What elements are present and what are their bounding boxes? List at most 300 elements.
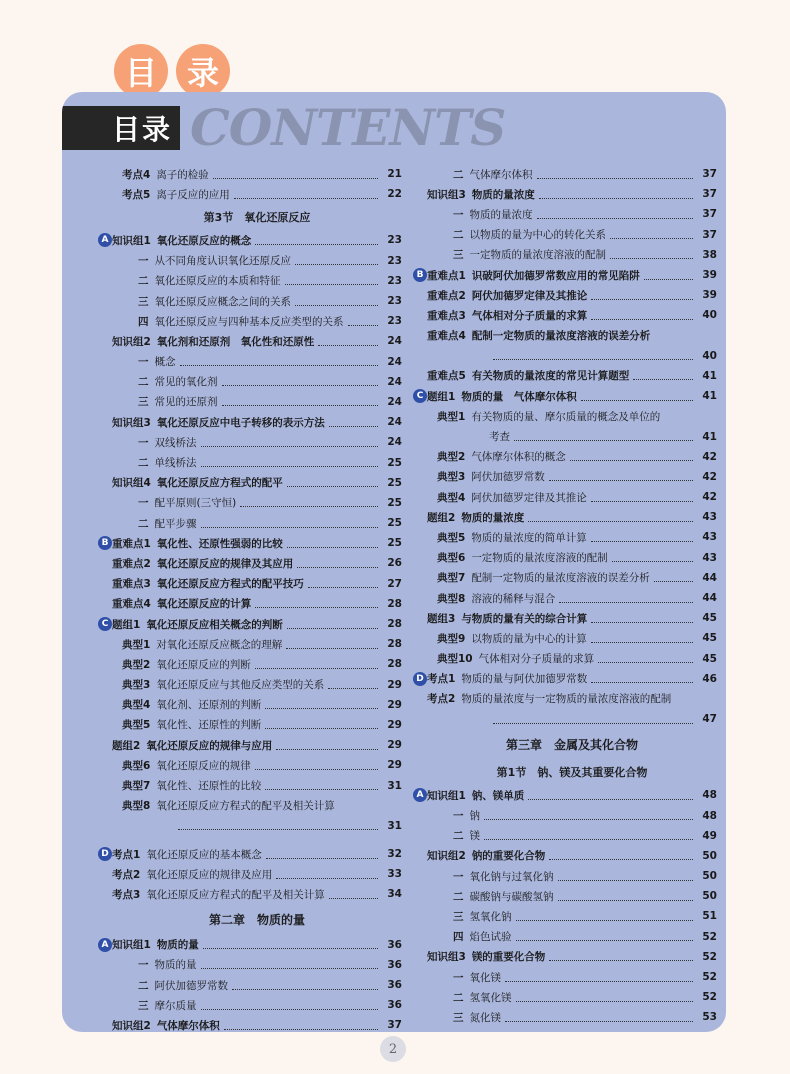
page-ref: 41 bbox=[702, 430, 717, 443]
toc-entry[interactable] bbox=[112, 1015, 402, 1032]
toc-entry[interactable] bbox=[427, 689, 717, 709]
toc-entry[interactable] bbox=[112, 755, 402, 775]
toc-entry[interactable] bbox=[427, 608, 717, 628]
entry-label: 典型8 bbox=[437, 592, 466, 605]
entry-text: 氧化镁 bbox=[469, 971, 501, 984]
page-ref: 29 bbox=[387, 678, 402, 691]
page-ref: 24 bbox=[387, 436, 402, 449]
page-ref: 43 bbox=[702, 551, 717, 564]
entry-text: 钠的重要化合物 bbox=[471, 850, 546, 863]
toc-entry[interactable] bbox=[101, 614, 402, 634]
dot-leader bbox=[528, 791, 693, 800]
entry-label: 典型3 bbox=[122, 679, 151, 692]
dot-leader bbox=[286, 640, 378, 649]
toc-entry[interactable] bbox=[112, 574, 402, 594]
toc-entry[interactable] bbox=[101, 844, 402, 864]
dot-leader bbox=[539, 190, 693, 199]
entry-text: 镁的重要化合物 bbox=[471, 951, 546, 964]
page-ref: 29 bbox=[387, 759, 402, 772]
toc-entry[interactable] bbox=[427, 866, 717, 886]
marker-b-icon: B bbox=[98, 536, 112, 550]
dot-leader bbox=[558, 892, 694, 901]
entry-label: 考点5 bbox=[122, 188, 151, 201]
toc-entry[interactable] bbox=[427, 305, 717, 325]
toc-entry[interactable] bbox=[112, 271, 402, 291]
toc-entry[interactable] bbox=[112, 735, 402, 755]
toc-entry[interactable] bbox=[427, 967, 717, 987]
marker-d-icon: D bbox=[413, 672, 427, 686]
toc-entry[interactable] bbox=[427, 886, 717, 906]
entry-label: 二 bbox=[453, 830, 464, 843]
toc-entry[interactable] bbox=[416, 265, 717, 285]
entry-label: 典型4 bbox=[437, 491, 466, 504]
entry-label: 典型2 bbox=[122, 658, 151, 671]
dot-leader bbox=[266, 850, 378, 859]
page-ref: 24 bbox=[387, 395, 402, 408]
dot-leader bbox=[570, 452, 693, 461]
toc-entry[interactable] bbox=[427, 487, 717, 507]
dot-leader bbox=[255, 761, 378, 770]
entry-label: 典型5 bbox=[122, 719, 151, 732]
page-ref: 36 bbox=[387, 958, 402, 971]
page-ref: 43 bbox=[702, 511, 717, 524]
entry-label: 典型3 bbox=[437, 471, 466, 484]
page-ref: 38 bbox=[702, 248, 717, 261]
page-ref: 49 bbox=[702, 829, 717, 842]
dot-leader bbox=[591, 634, 693, 643]
page-ref: 43 bbox=[702, 531, 717, 544]
marker-b-icon: B bbox=[413, 268, 427, 282]
toc-entry[interactable] bbox=[101, 935, 402, 955]
entry-label: 二 bbox=[453, 890, 464, 903]
entry-text: 气体相对分子质量的求算 bbox=[478, 653, 595, 666]
entry-text: 氧化还原反应相关概念的判断 bbox=[146, 618, 283, 631]
toc-entry[interactable] bbox=[427, 548, 717, 568]
chapter-heading: 第二章 物质的量 bbox=[208, 913, 305, 928]
header-contents-word: CONTENTS bbox=[190, 98, 506, 157]
dot-leader bbox=[493, 715, 693, 724]
toc-entry[interactable] bbox=[427, 225, 717, 245]
dot-leader bbox=[201, 458, 379, 467]
toc-entry[interactable] bbox=[427, 467, 717, 487]
entry-label: 三 bbox=[138, 295, 149, 308]
entry-label: 知识组4 bbox=[112, 477, 151, 490]
entry-label: 题组1 bbox=[427, 390, 456, 403]
entry-text-continued: 考查 bbox=[489, 431, 510, 444]
dot-leader bbox=[348, 317, 379, 326]
page-ref: 28 bbox=[387, 658, 402, 671]
toc-entry[interactable] bbox=[112, 473, 402, 493]
toc-left-column bbox=[101, 164, 402, 1032]
entry-label: 重难点3 bbox=[112, 578, 151, 591]
dot-leader bbox=[493, 351, 693, 360]
entry-text: 阿伏加德罗常数 bbox=[471, 471, 545, 484]
toc-entry[interactable] bbox=[112, 352, 402, 372]
entry-text: 氧化还原反应的判断 bbox=[156, 658, 251, 671]
entry-text: 氧化钠与过氧化钠 bbox=[469, 870, 554, 883]
entry-label: 二 bbox=[138, 517, 149, 530]
page-ref: 37 bbox=[702, 168, 717, 181]
toc-entry[interactable] bbox=[427, 927, 717, 947]
entry-text: 与物质的量有关的综合计算 bbox=[461, 612, 588, 625]
page-ref: 40 bbox=[702, 349, 717, 362]
toc-entry[interactable] bbox=[427, 709, 717, 729]
dot-leader bbox=[201, 960, 379, 969]
entry-label: 一 bbox=[138, 255, 149, 268]
toc-entry[interactable] bbox=[427, 447, 717, 467]
entry-label: 三 bbox=[453, 249, 464, 262]
toc-entry[interactable] bbox=[112, 594, 402, 614]
entry-text: 离子的检验 bbox=[156, 168, 209, 181]
dot-leader bbox=[276, 741, 378, 750]
entry-label: 题组2 bbox=[112, 739, 141, 752]
toc-entry[interactable] bbox=[112, 634, 402, 654]
page-ref: 45 bbox=[702, 612, 717, 625]
toc-entry[interactable] bbox=[112, 412, 402, 432]
dot-leader bbox=[232, 981, 378, 990]
toc-entry[interactable] bbox=[427, 164, 717, 184]
toc-entry[interactable] bbox=[427, 326, 717, 346]
toc-entry[interactable] bbox=[427, 406, 717, 426]
entry-text: 常见的氧化剂 bbox=[154, 376, 218, 389]
entry-label: 重难点1 bbox=[112, 537, 151, 550]
entry-label: 考点4 bbox=[122, 168, 151, 181]
entry-label: 一 bbox=[138, 959, 149, 972]
entry-label: 二 bbox=[453, 229, 464, 242]
entry-text: 氧化还原反应方程式的配平技巧 bbox=[156, 578, 304, 591]
toc-entry[interactable] bbox=[427, 826, 717, 846]
page-ref: 24 bbox=[387, 355, 402, 368]
entry-label: 考点1 bbox=[112, 848, 141, 861]
toc-entry[interactable] bbox=[112, 955, 402, 975]
toc-entry[interactable] bbox=[427, 426, 717, 446]
entry-text: 氧化还原反应的基本概念 bbox=[146, 848, 262, 861]
entry-text: 从不同角度认识氧化还原反应 bbox=[154, 255, 291, 268]
entry-label: 重难点1 bbox=[427, 269, 466, 282]
toc-entry[interactable] bbox=[112, 311, 402, 331]
dot-leader bbox=[240, 498, 378, 507]
toc-entry[interactable] bbox=[112, 796, 402, 816]
toc-entry[interactable] bbox=[416, 669, 717, 689]
toc-entry[interactable] bbox=[427, 204, 717, 224]
entry-label: 考点2 bbox=[112, 868, 141, 881]
toc-entry[interactable] bbox=[112, 513, 402, 533]
entry-text: 概念 bbox=[154, 356, 176, 369]
entry-text: 钠、镁单质 bbox=[471, 789, 525, 802]
entry-label: 三 bbox=[453, 910, 464, 923]
toc-entry[interactable] bbox=[427, 649, 717, 669]
entry-text: 配制一定物质的量浓度溶液的误差分析 bbox=[471, 330, 651, 343]
page-ref: 23 bbox=[387, 234, 402, 247]
toc-entry[interactable] bbox=[112, 864, 402, 884]
toc-entry[interactable] bbox=[427, 846, 717, 866]
page-ref: 39 bbox=[702, 289, 717, 302]
toc-entry[interactable] bbox=[427, 568, 717, 588]
entry-label: 考点3 bbox=[112, 888, 141, 901]
entry-label: 三 bbox=[453, 1011, 464, 1024]
entry-text: 氧化还原反应的规律 bbox=[156, 759, 251, 772]
entry-text: 以物质的量为中心的计算 bbox=[471, 632, 587, 645]
entry-label: 一 bbox=[453, 870, 464, 883]
title-badge-2: 录 bbox=[176, 44, 230, 98]
toc-entry[interactable] bbox=[112, 493, 402, 513]
entry-text: 氧化还原反应的规律与应用 bbox=[146, 739, 273, 752]
entry-label: 二 bbox=[453, 168, 464, 181]
toc-entry[interactable] bbox=[427, 346, 717, 366]
entry-text: 物质的量 气体摩尔体积 bbox=[461, 390, 577, 403]
page-ref: 48 bbox=[702, 789, 717, 802]
toc-entry[interactable] bbox=[427, 366, 717, 386]
page-ref: 47 bbox=[702, 713, 717, 726]
entry-text: 氧化剂、还原剂的判断 bbox=[156, 699, 262, 712]
toc-entry[interactable] bbox=[427, 805, 717, 825]
entry-label: 二 bbox=[138, 376, 149, 389]
entry-label: 重难点2 bbox=[112, 557, 151, 570]
page-ref: 23 bbox=[387, 254, 402, 267]
toc-entry[interactable] bbox=[427, 285, 717, 305]
toc-entry[interactable] bbox=[112, 432, 402, 452]
entry-text: 气体相对分子质量的求算 bbox=[471, 309, 588, 322]
section-heading: 第3节 氧化还原反应 bbox=[203, 211, 311, 225]
toc-entry[interactable] bbox=[112, 392, 402, 412]
toc-entry[interactable] bbox=[101, 230, 402, 250]
entry-text: 气体摩尔体积 bbox=[156, 1019, 220, 1032]
title-badge-1: 目 bbox=[114, 44, 168, 98]
entry-text: 钠 bbox=[469, 810, 480, 823]
entry-label: 知识组1 bbox=[427, 789, 466, 802]
page-ref: 33 bbox=[387, 868, 402, 881]
page-ref: 29 bbox=[387, 718, 402, 731]
entry-label: 二 bbox=[453, 991, 464, 1004]
entry-label: 典型1 bbox=[122, 638, 151, 651]
dot-leader bbox=[610, 250, 693, 259]
toc-entry[interactable] bbox=[427, 987, 717, 1007]
toc-entry[interactable] bbox=[112, 164, 402, 184]
entry-label: 三 bbox=[138, 396, 149, 409]
toc-entry[interactable] bbox=[112, 715, 402, 735]
toc-entry[interactable] bbox=[112, 553, 402, 573]
dot-leader bbox=[265, 720, 378, 729]
entry-label: 重难点4 bbox=[427, 330, 466, 343]
dot-leader bbox=[591, 291, 693, 300]
dot-leader bbox=[295, 297, 378, 306]
entry-label: 知识组2 bbox=[112, 1019, 151, 1032]
page-number: 2 bbox=[380, 1036, 406, 1062]
dot-leader bbox=[654, 573, 693, 582]
page-ref: 36 bbox=[387, 999, 402, 1012]
dot-leader bbox=[234, 190, 378, 199]
dot-leader bbox=[549, 851, 693, 860]
toc-card bbox=[62, 92, 726, 1032]
page-ref: 26 bbox=[387, 557, 402, 570]
page-ref: 50 bbox=[702, 870, 717, 883]
entry-text: 识破阿伏加德罗常数应用的常见陷阱 bbox=[471, 269, 640, 282]
entry-text: 物质的量浓度与一定物质的量浓度溶液的配制 bbox=[461, 693, 672, 706]
page-ref: 40 bbox=[702, 309, 717, 322]
entry-text: 一定物质的量浓度溶液的配制 bbox=[471, 552, 608, 565]
entry-text: 离子反应的应用 bbox=[156, 188, 230, 201]
entry-label: 知识组3 bbox=[112, 416, 151, 429]
toc-entry[interactable] bbox=[112, 675, 402, 695]
page-ref: 45 bbox=[702, 632, 717, 645]
dot-leader bbox=[265, 700, 378, 709]
toc-entry[interactable] bbox=[112, 251, 402, 271]
toc-entry[interactable] bbox=[101, 533, 402, 553]
dot-leader bbox=[505, 973, 693, 982]
toc-entry[interactable] bbox=[427, 628, 717, 648]
dot-leader bbox=[549, 952, 693, 961]
marker-a-icon: A bbox=[98, 233, 112, 247]
entry-text: 氢氧化镁 bbox=[469, 991, 512, 1004]
dot-leader bbox=[287, 478, 378, 487]
dot-leader bbox=[329, 890, 378, 899]
toc-entry[interactable] bbox=[112, 775, 402, 795]
page-ref: 42 bbox=[702, 491, 717, 504]
toc-entry[interactable] bbox=[112, 452, 402, 472]
entry-text: 氧化还原反应方程式的配平及相关计算 bbox=[146, 888, 325, 901]
toc-entry[interactable] bbox=[112, 995, 402, 1015]
dot-leader bbox=[224, 1021, 378, 1030]
dot-leader bbox=[285, 276, 379, 285]
entry-text: 单线桥法 bbox=[154, 457, 197, 470]
dot-leader bbox=[559, 594, 693, 603]
page-ref: 52 bbox=[702, 950, 717, 963]
toc-entry[interactable] bbox=[112, 816, 402, 836]
toc-entry[interactable] bbox=[112, 654, 402, 674]
entry-text: 氧化还原反应与其他反应类型的关系 bbox=[156, 679, 325, 692]
dot-leader bbox=[598, 654, 693, 663]
entry-label: 知识组1 bbox=[112, 234, 151, 247]
entry-label: 知识组3 bbox=[427, 951, 466, 964]
entry-label: 重难点5 bbox=[427, 370, 466, 383]
page-ref: 50 bbox=[702, 849, 717, 862]
toc-entry[interactable] bbox=[427, 947, 717, 967]
page-ref: 27 bbox=[387, 577, 402, 590]
spacer bbox=[112, 836, 402, 844]
page-ref: 44 bbox=[702, 592, 717, 605]
entry-text: 配平步骤 bbox=[154, 517, 197, 530]
entry-text: 焰色试验 bbox=[469, 931, 512, 944]
page-ref: 29 bbox=[387, 739, 402, 752]
entry-label: 题组2 bbox=[427, 511, 456, 524]
toc-entry[interactable] bbox=[112, 975, 402, 995]
toc-entry[interactable] bbox=[427, 527, 717, 547]
entry-label: 重难点4 bbox=[112, 598, 151, 611]
entry-text: 以物质的量为中心的转化关系 bbox=[469, 229, 606, 242]
entry-label: 四 bbox=[453, 931, 464, 944]
toc-entry[interactable] bbox=[427, 1007, 717, 1027]
entry-text: 氧化还原反应的规律及其应用 bbox=[156, 557, 294, 570]
toc-entry[interactable] bbox=[112, 372, 402, 392]
dot-leader bbox=[201, 519, 379, 528]
page-ref: 37 bbox=[387, 1019, 402, 1032]
dot-leader bbox=[328, 680, 378, 689]
entry-label: 知识组1 bbox=[112, 939, 151, 952]
entry-text: 一定物质的量浓度溶液的配制 bbox=[469, 249, 606, 262]
page-ref: 36 bbox=[387, 979, 402, 992]
entry-text: 氧化还原反应中电子转移的表示方法 bbox=[156, 416, 325, 429]
page-ref: 28 bbox=[387, 618, 402, 631]
entry-text: 溶液的稀释与混合 bbox=[471, 592, 556, 605]
dot-leader bbox=[180, 357, 379, 366]
entry-label: 典型5 bbox=[437, 531, 466, 544]
page-ref: 25 bbox=[387, 476, 402, 489]
dot-leader bbox=[644, 271, 693, 280]
toc-entry[interactable] bbox=[112, 695, 402, 715]
page-ref: 25 bbox=[387, 456, 402, 469]
page-ref: 41 bbox=[702, 390, 717, 403]
entry-text: 对氧化还原反应概念的理解 bbox=[156, 638, 283, 651]
page-ref: 48 bbox=[702, 809, 717, 822]
dot-leader bbox=[612, 553, 693, 562]
dot-leader bbox=[633, 371, 693, 380]
entry-label: 典型7 bbox=[122, 780, 151, 793]
entry-text: 镁 bbox=[469, 830, 480, 843]
toc-entry[interactable] bbox=[427, 906, 717, 926]
page-ref: 32 bbox=[387, 848, 402, 861]
toc-entry[interactable] bbox=[112, 331, 402, 351]
dot-leader bbox=[222, 377, 379, 386]
page-ref: 25 bbox=[387, 496, 402, 509]
page-ref: 22 bbox=[387, 188, 402, 201]
dot-leader bbox=[255, 599, 378, 608]
entry-text: 物质的量浓度 bbox=[471, 188, 535, 201]
page-ref: 23 bbox=[387, 315, 402, 328]
toc-entry[interactable] bbox=[416, 386, 717, 406]
toc-entry[interactable] bbox=[427, 245, 717, 265]
page-ref: 41 bbox=[702, 369, 717, 382]
entry-label: 知识组2 bbox=[427, 850, 466, 863]
toc-right-column bbox=[416, 164, 717, 1028]
dot-leader bbox=[549, 472, 693, 481]
dot-leader bbox=[528, 513, 693, 522]
dot-leader bbox=[610, 230, 693, 239]
toc-entry[interactable] bbox=[112, 884, 402, 904]
dot-leader bbox=[591, 674, 693, 683]
entry-label: 一 bbox=[453, 810, 464, 823]
entry-text: 摩尔质量 bbox=[154, 999, 197, 1012]
entry-label: 题组1 bbox=[112, 618, 141, 631]
toc-entry[interactable] bbox=[416, 785, 717, 805]
page-ref: 52 bbox=[702, 971, 717, 984]
entry-label: 二 bbox=[138, 275, 149, 288]
toc-entry[interactable] bbox=[112, 184, 402, 204]
page-ref: 44 bbox=[702, 571, 717, 584]
dot-leader bbox=[255, 660, 378, 669]
toc-entry[interactable] bbox=[112, 291, 402, 311]
page-ref: 28 bbox=[387, 597, 402, 610]
dot-leader bbox=[484, 831, 693, 840]
dot-leader bbox=[516, 993, 694, 1002]
dot-leader bbox=[276, 870, 378, 879]
entry-label: 典型2 bbox=[437, 451, 466, 464]
entry-label: 典型10 bbox=[437, 653, 473, 666]
entry-label: 典型7 bbox=[437, 572, 466, 585]
page-ref: 28 bbox=[387, 638, 402, 651]
dot-leader bbox=[201, 1001, 379, 1010]
toc-entry[interactable] bbox=[427, 507, 717, 527]
toc-entry[interactable] bbox=[427, 184, 717, 204]
toc-entry[interactable] bbox=[427, 588, 717, 608]
dot-leader bbox=[297, 559, 378, 568]
entry-text: 气体摩尔体积的概念 bbox=[471, 451, 566, 464]
entry-label: 知识组3 bbox=[427, 188, 466, 201]
entry-text: 氧化还原反应概念之间的关系 bbox=[154, 295, 291, 308]
entry-text: 碳酸钠与碳酸氢钠 bbox=[469, 890, 554, 903]
page-ref: 24 bbox=[387, 375, 402, 388]
entry-label: 典型4 bbox=[122, 699, 151, 712]
dot-leader bbox=[581, 392, 693, 401]
